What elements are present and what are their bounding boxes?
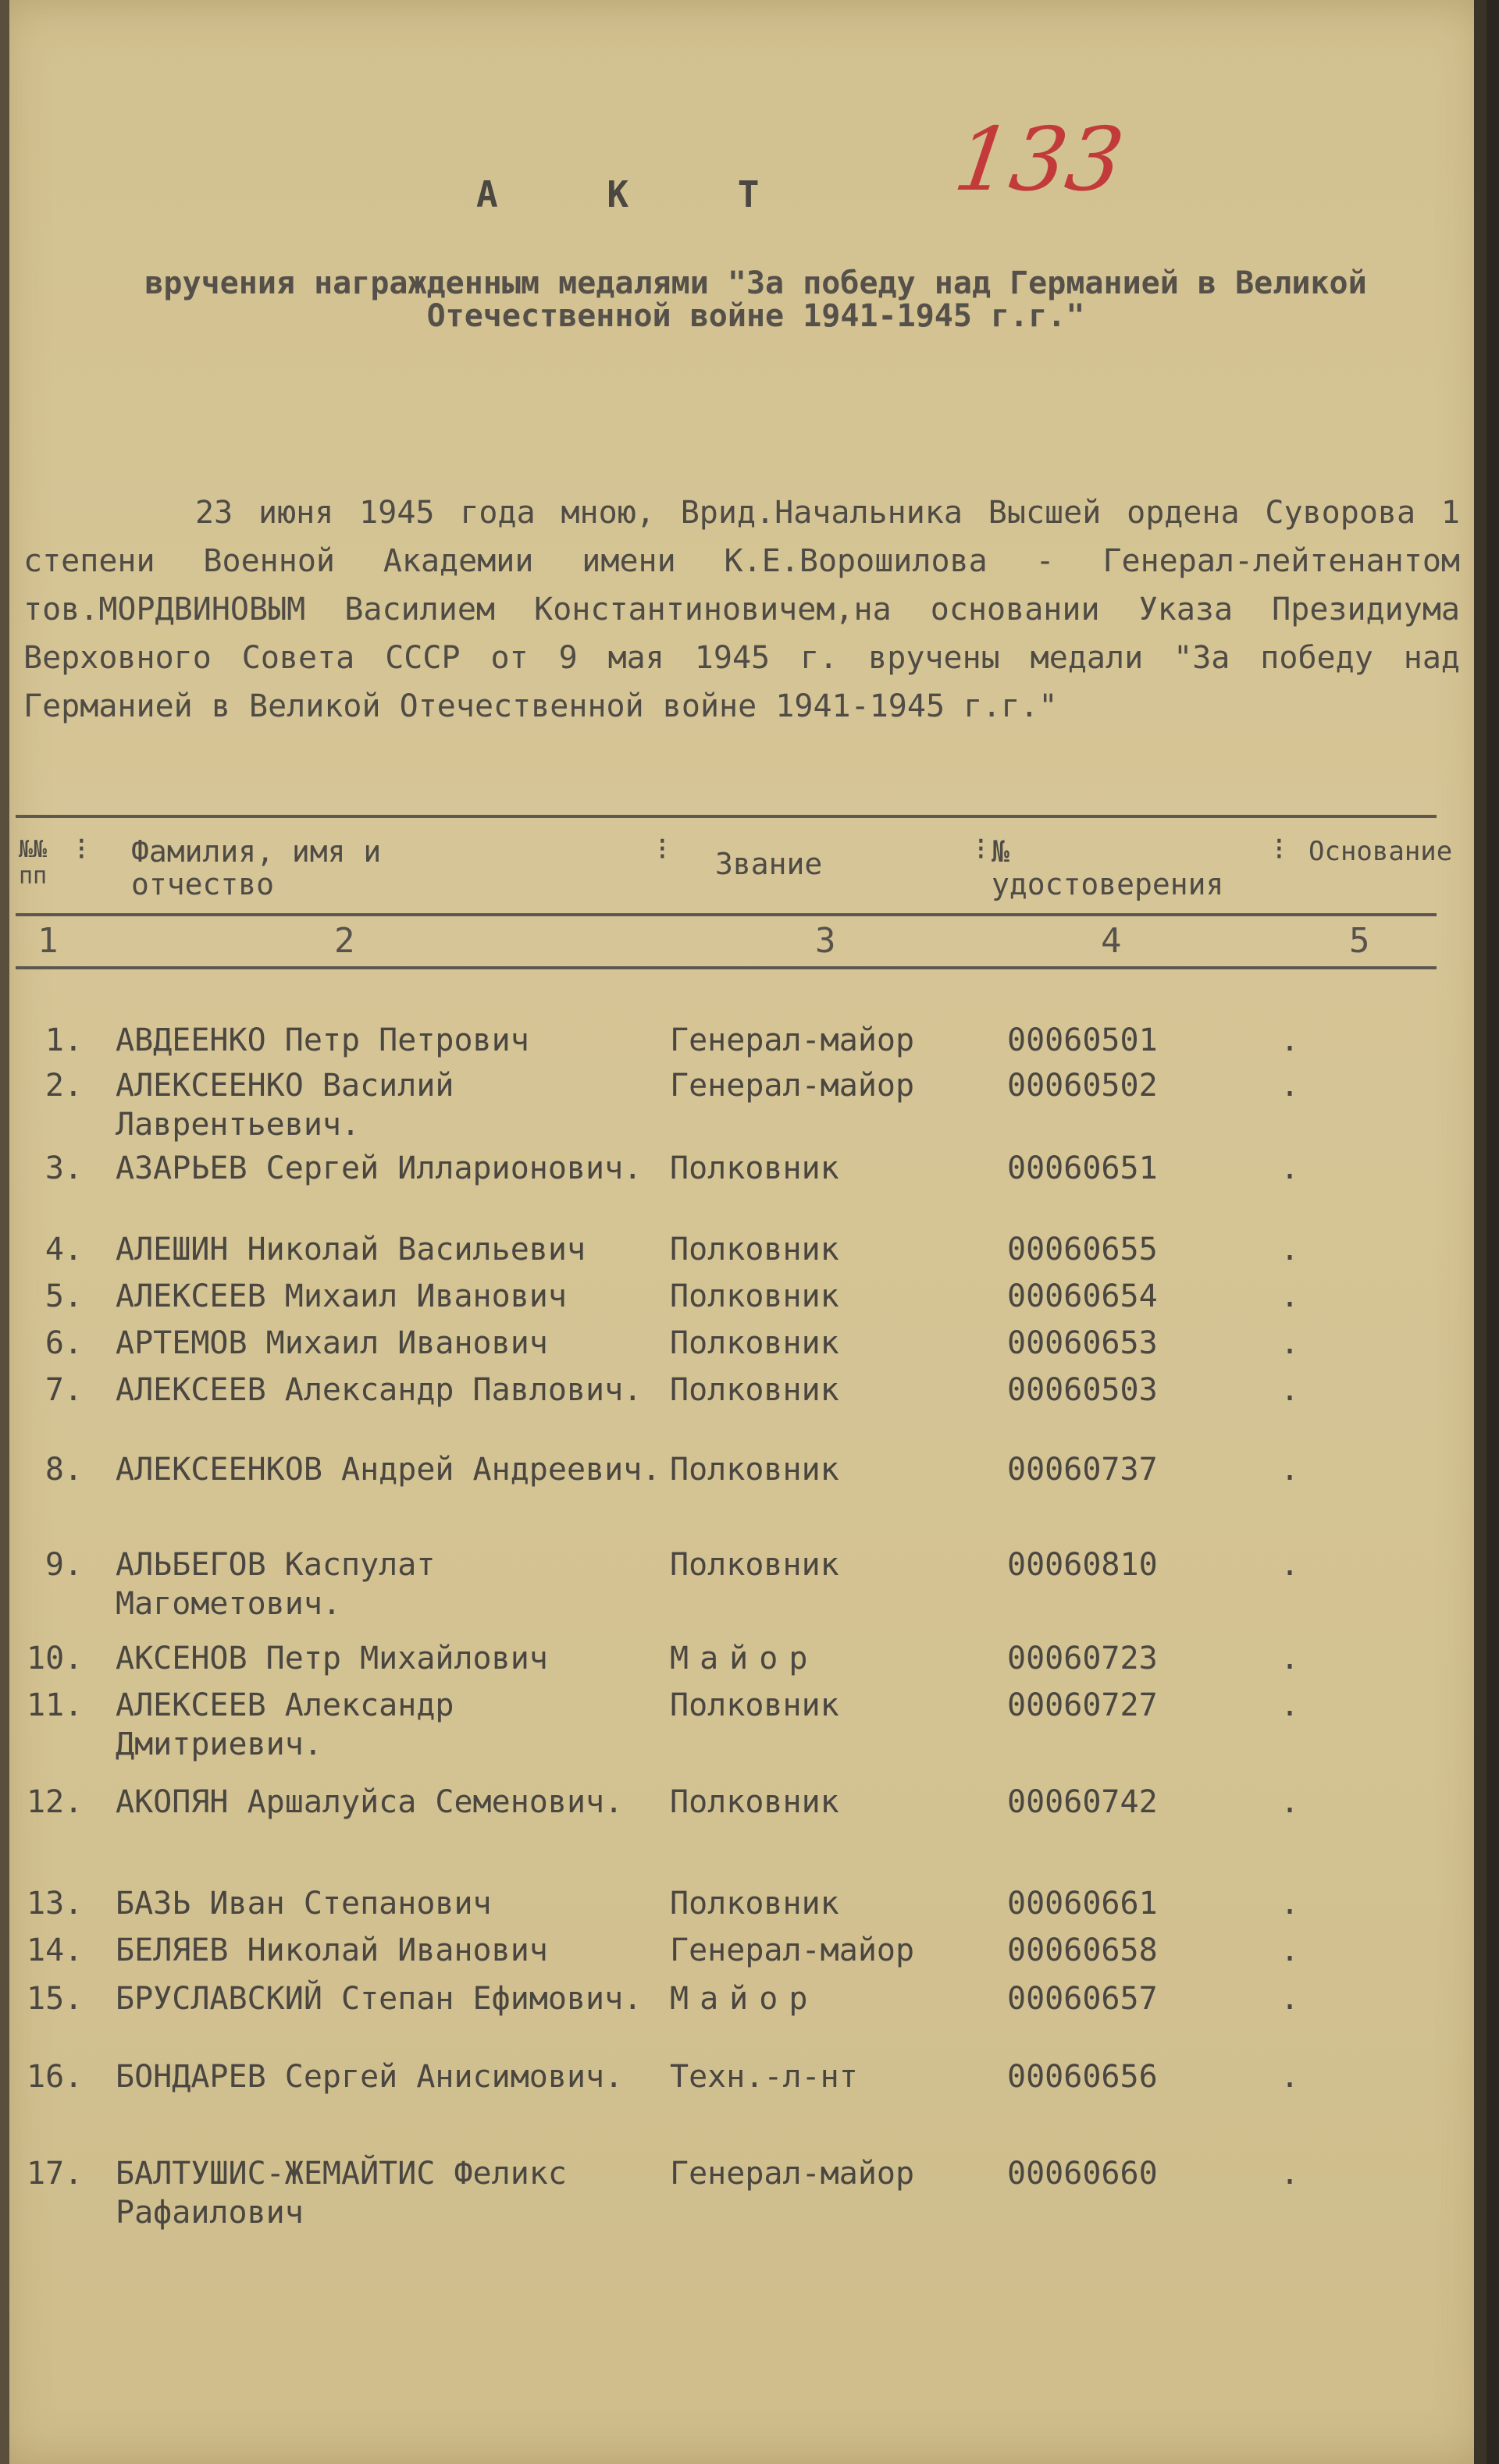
header-separator: ⁝	[976, 831, 986, 867]
row-rank: Полковник	[670, 1150, 839, 1186]
row-cert: 00060660	[1007, 2156, 1158, 2192]
row-number: 14.	[27, 1932, 84, 1968]
row-name: АЛЕКСЕЕНКО Василий Лаврентьевич.	[116, 1068, 454, 1143]
row-name: АЛЕКСЕЕВ Михаил Иванович	[116, 1278, 567, 1314]
body-paragraph: 23 июня 1945 года мною, Врид.Начальника Высшей ордена Суворова 1 степени Военной Академии имени К.Е.Ворошилова - Генерал-лейтенантом тов.МОРДВИНОВЫМ Василием Константиновичем,на основании Указа Президиума Верховного Совета СССР от 9 мая 1945 г. вручены медали "За победу над Германией в Великой Отечественной войне 1941-1945 г.г."	[23, 495, 1460, 724]
row-number: 13.	[27, 1886, 84, 1922]
row-basis: .	[1280, 1641, 1300, 1676]
page-right-edge	[1474, 0, 1487, 2464]
row-cert: 00060653	[1007, 1325, 1158, 1361]
row-rank: Генерал-майор	[670, 2156, 915, 2192]
row-cert: 00060737	[1007, 1452, 1158, 1488]
row-basis: .	[1280, 1232, 1300, 1268]
row-number: 15.	[27, 1981, 84, 2017]
row-basis: .	[1280, 1372, 1300, 1408]
column-number: 2	[334, 921, 355, 961]
row-name: АЛЕШИН Николай Васильевич	[116, 1232, 586, 1268]
header-basis: Основание	[1309, 836, 1453, 867]
header-name: Фамилия, имя и отчество	[131, 834, 382, 901]
header-cert: № удостоверения	[992, 834, 1224, 901]
row-number: 11.	[27, 1687, 84, 1723]
header-separator: ⁝	[657, 831, 668, 867]
row-name: АКСЕНОВ Петр Михайлович	[116, 1641, 548, 1676]
row-cert: 00060661	[1007, 1886, 1158, 1922]
row-cert: 00060727	[1007, 1687, 1158, 1723]
row-cert: 00060503	[1007, 1372, 1158, 1408]
row-cert: 00060502	[1007, 1068, 1158, 1104]
row-cert: 00060658	[1007, 1932, 1158, 1968]
row-number: 12.	[27, 1784, 84, 1820]
column-number: 4	[1101, 921, 1122, 961]
row-number: 8.	[45, 1452, 83, 1488]
row-basis: .	[1280, 1784, 1300, 1820]
row-name: БОНДАРЕВ Сергей Анисимович.	[116, 2059, 624, 2095]
row-rank: Генерал-майор	[670, 1932, 915, 1968]
row-number: 4.	[45, 1232, 83, 1268]
row-number: 3.	[45, 1150, 83, 1186]
archive-number-handwritten: 133	[948, 109, 1130, 211]
row-cert: 00060501	[1007, 1022, 1158, 1058]
header-num: №№ пп	[19, 836, 48, 890]
row-cert: 00060654	[1007, 1278, 1158, 1314]
row-name: БРУСЛАВСКИЙ Степан Ефимович.	[116, 1981, 643, 2017]
header-bottom-rule	[16, 913, 1437, 916]
row-name: БАЛТУШИС-ЖЕМАЙТИС Феликс Рафаилович	[116, 2156, 567, 2231]
row-number: 17.	[27, 2156, 84, 2192]
header-separator: ⁝	[77, 831, 87, 867]
row-number: 5.	[45, 1278, 83, 1314]
row-name: АЛЕКСЕЕНКОВ Андрей Андреевич.	[116, 1452, 661, 1488]
row-rank: Полковник	[670, 1278, 839, 1314]
header-rank: Звание	[715, 847, 823, 881]
row-cert: 00060723	[1007, 1641, 1158, 1676]
column-number: 3	[815, 921, 836, 961]
row-cert: 00060810	[1007, 1547, 1158, 1583]
row-name: АРТЕМОВ Михаил Иванович	[116, 1325, 548, 1361]
row-number: 9.	[45, 1547, 83, 1583]
row-basis: .	[1280, 1150, 1300, 1186]
row-cert: 00060657	[1007, 1981, 1158, 2017]
row-basis: .	[1280, 1022, 1300, 1058]
column-number: 5	[1349, 921, 1370, 961]
row-name: БАЗЬ Иван Степанович	[116, 1886, 492, 1922]
column-number: 1	[37, 921, 59, 961]
row-name: АЗАРЬЕВ Сергей Илларионович.	[116, 1150, 643, 1186]
row-cert: 00060656	[1007, 2059, 1158, 2095]
document-title: А К Т	[476, 173, 803, 215]
table-top-rule	[16, 815, 1437, 818]
row-basis: .	[1280, 1452, 1300, 1488]
row-name: АЛЕКСЕЕВ Александр Дмитриевич.	[116, 1687, 454, 1762]
row-number: 1.	[45, 1022, 83, 1058]
row-number: 16.	[27, 2059, 84, 2095]
row-number: 2.	[45, 1068, 83, 1104]
row-basis: .	[1280, 1068, 1300, 1104]
row-basis: .	[1280, 1325, 1300, 1361]
row-number: 7.	[45, 1372, 83, 1408]
row-basis: .	[1280, 2059, 1300, 2095]
row-basis: .	[1280, 1687, 1300, 1723]
header-separator: ⁝	[1274, 831, 1284, 867]
row-cert: 00060655	[1007, 1232, 1158, 1268]
row-cert: 00060742	[1007, 1784, 1158, 1820]
row-rank: Полковник	[670, 1325, 839, 1361]
row-number: 6.	[45, 1325, 83, 1361]
row-name: АВДЕЕНКО Петр Петрович	[116, 1022, 529, 1058]
row-rank: Полковник	[670, 1886, 839, 1922]
row-rank: Полковник	[670, 1452, 839, 1488]
row-name: БЕЛЯЕВ Николай Иванович	[116, 1932, 548, 1968]
row-rank: Генерал-майор	[670, 1068, 915, 1104]
row-rank: Полковник	[670, 1372, 839, 1408]
row-basis: .	[1280, 1278, 1300, 1314]
row-basis: .	[1280, 1547, 1300, 1583]
row-rank: Полковник	[670, 1784, 839, 1820]
row-name: АЛЬБЕГОВ Каспулат Магометович.	[116, 1547, 436, 1622]
row-rank: Полковник	[670, 1687, 839, 1723]
row-name: АЛЕКСЕЕВ Александр Павлович.	[116, 1372, 643, 1408]
row-rank: Генерал-майор	[670, 1022, 915, 1058]
row-basis: .	[1280, 1981, 1300, 2017]
row-basis: .	[1280, 1886, 1300, 1922]
row-name: АКОПЯН Аршалуйса Семенович.	[116, 1784, 624, 1820]
row-rank: Техн.-л-нт	[670, 2059, 858, 2095]
row-rank: Полковник	[670, 1547, 839, 1583]
row-rank: Майор	[670, 1641, 819, 1676]
row-basis: .	[1280, 2156, 1300, 2192]
row-number: 10.	[27, 1641, 84, 1676]
row-basis: .	[1280, 1932, 1300, 1968]
row-rank: Полковник	[670, 1232, 839, 1268]
document-subtitle: вручения награжденным медалями "За победу над Германией в Великой Отечественной войне 1941-1945 г.г."	[144, 265, 1367, 334]
page-left-edge	[0, 0, 9, 2464]
colnum-bottom-rule	[16, 966, 1437, 969]
row-cert: 00060651	[1007, 1150, 1158, 1186]
row-rank: Майор	[670, 1981, 819, 2017]
